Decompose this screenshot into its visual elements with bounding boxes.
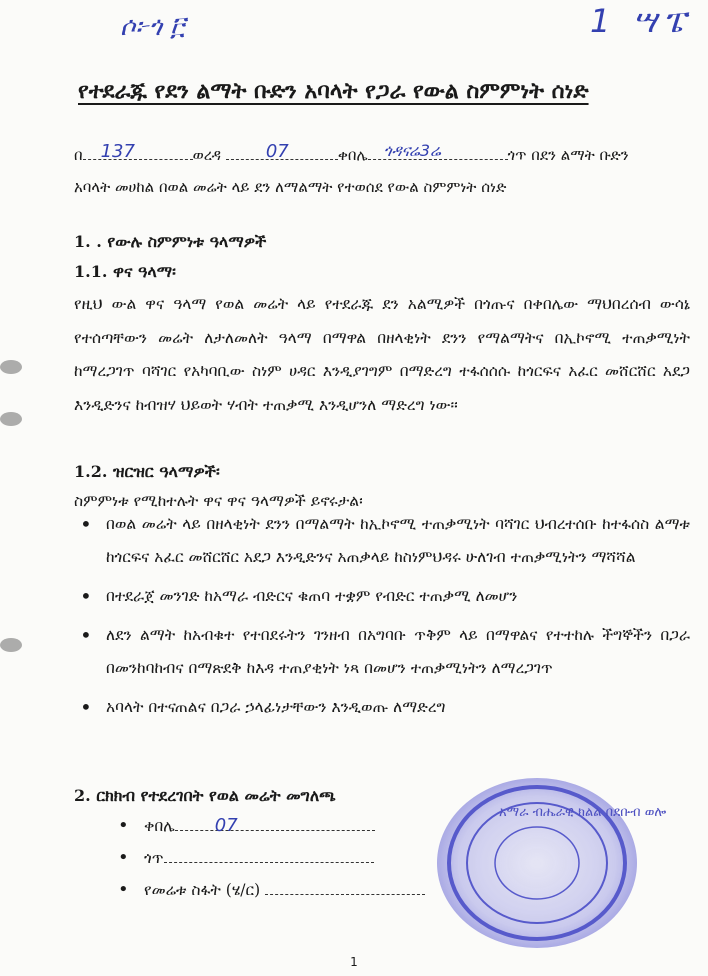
intro-line-2: አባላት መሀከል በወል መሬት ላይ ደን ለማልማት የተወሰደ የውል ስምምነት ሰነድ [74, 178, 507, 196]
got-field-blank [164, 862, 374, 863]
list-item: • አባላት በተናጠልና በጋራ ኃላፊነታቸውን እንዲወጡ ለማድረግ [74, 691, 690, 724]
stamp-seal-graphic [437, 778, 667, 948]
land-item-kebele [118, 810, 425, 842]
official-stamp [437, 778, 667, 948]
intro-prefix: በ [74, 146, 83, 164]
document-title: የተደራጁ የደን ልማት ቡድን አባላት የጋራ የውል ስምምነት ሰነድ [78, 78, 589, 104]
woreda-number-blank [83, 141, 193, 162]
land-item-area [118, 874, 425, 906]
punch-hole [0, 638, 22, 652]
list-item: • ለደን ልማት ከአብቁተ የተበደሩትን ገንዘብ በአግባቡ ጥቅም ላይ በማዋልና የተተከሉ ችግኞችን በጋራ በመንከባከብና በማጽደቅ ከእዳ ተጠያቂነት ነጻ በመሆን ተጠቃሚነትን ለማረጋገጥ [74, 619, 690, 685]
punch-hole [0, 360, 22, 374]
kebele-number-value: 07 [265, 141, 289, 162]
section-1-1-heading: 1.1. ዋና ዓላማ፡ [74, 262, 176, 281]
kebele-label: ቀበሌ [337, 146, 368, 164]
intro-line-1 [74, 141, 629, 164]
area-field-label: የመሬቱ ስፋት (ሄ/ር) [144, 881, 261, 899]
list-item: • በተደራጀ መንገድ ከአማራ ብድርና ቁጠባ ተቋም የብድር ተጠቃሚ ለመሆን [74, 580, 690, 613]
handwritten-note-top-right: 1 ሣፔ [590, 2, 692, 40]
got-field-label: ጎጥ [144, 849, 164, 867]
area-field-blank [265, 894, 425, 895]
punch-hole [0, 412, 22, 426]
kebele-field-blank [175, 815, 375, 836]
section-1-2-heading: 1.2. ዝርዝር ዓላማዎች፡ [74, 462, 220, 481]
got-name-blank [368, 141, 508, 160]
woreda-label: ወረዳ [192, 146, 222, 164]
objectives-list [74, 508, 690, 730]
land-description-list [118, 810, 425, 906]
land-item-got [118, 842, 425, 874]
section-1-heading: 1. . የውሉ ስምምነቱ ዓላማዎች [74, 232, 267, 251]
stamp-text: አማራ ብሔራዊ ክልል በደቡብ ወሎ [499, 805, 667, 820]
got-name-value: ጎዳናሬ3ሬ [383, 141, 441, 160]
section-2-heading: 2. ርክክብ የተደረገበት የወል መሬት መግለጫ [74, 786, 336, 805]
list-item: • በወል መሬት ላይ በዘላቂነት ደንን በማልማት ከኢኮኖሚ ተጠቃሚነት ባሻገር ህብረተሰቡ ከተፋሰስ ልማቱ ከጎርፍና አፈር መሸርሸር አደጋ እንዲድንና አጠቃላይ ከስነምህዳሩ ሁለገብ ተጠቃሚነትን ማሻሻል [74, 508, 690, 574]
kebele-number-blank [226, 141, 338, 162]
kebele-field-value: 07 [214, 815, 238, 836]
handwritten-note-top-left: ሶ፦ጎ ፫ [120, 12, 185, 42]
intro-suffix: ጎጥ በደን ልማት ቡድን [507, 146, 629, 164]
section-1-2-intro: ስምምነቱ የሚከተሉት ዋና ዋና ዓላማዎች ይኖሩታል፡ [74, 492, 363, 510]
woreda-number-value: 137 [100, 141, 135, 162]
kebele-field-label: ቀበሌ [144, 817, 175, 835]
page-number: 1 [350, 955, 358, 969]
section-1-1-text: የዚህ ውል ዋና ዓላማ የወል መሬት ላይ የተደራጁ ደን አልሚዎች በጎጡና በቀበሌው ማህበረሰብ ውሳኔ የተሰጣቸውን መሬት ለታለመለት ዓላማ በማዋል በዘላቂነት ደንን የማልማትና በኢኮኖሚ ተጠቃሚነት ከማረጋገጥ ባሻገር የአካባቢው ስነም ሀዳር እንዲያገግም በማድረግ ተፋሰሰሱ ከጎርፍና አፈር መሸርሸር አደጋ እንዲድንና ከብዝሃ ህይወት ሃብት ተጠቃሚ እንዲሆንለ ማድረግ ነው፡፡ [74, 295, 690, 414]
